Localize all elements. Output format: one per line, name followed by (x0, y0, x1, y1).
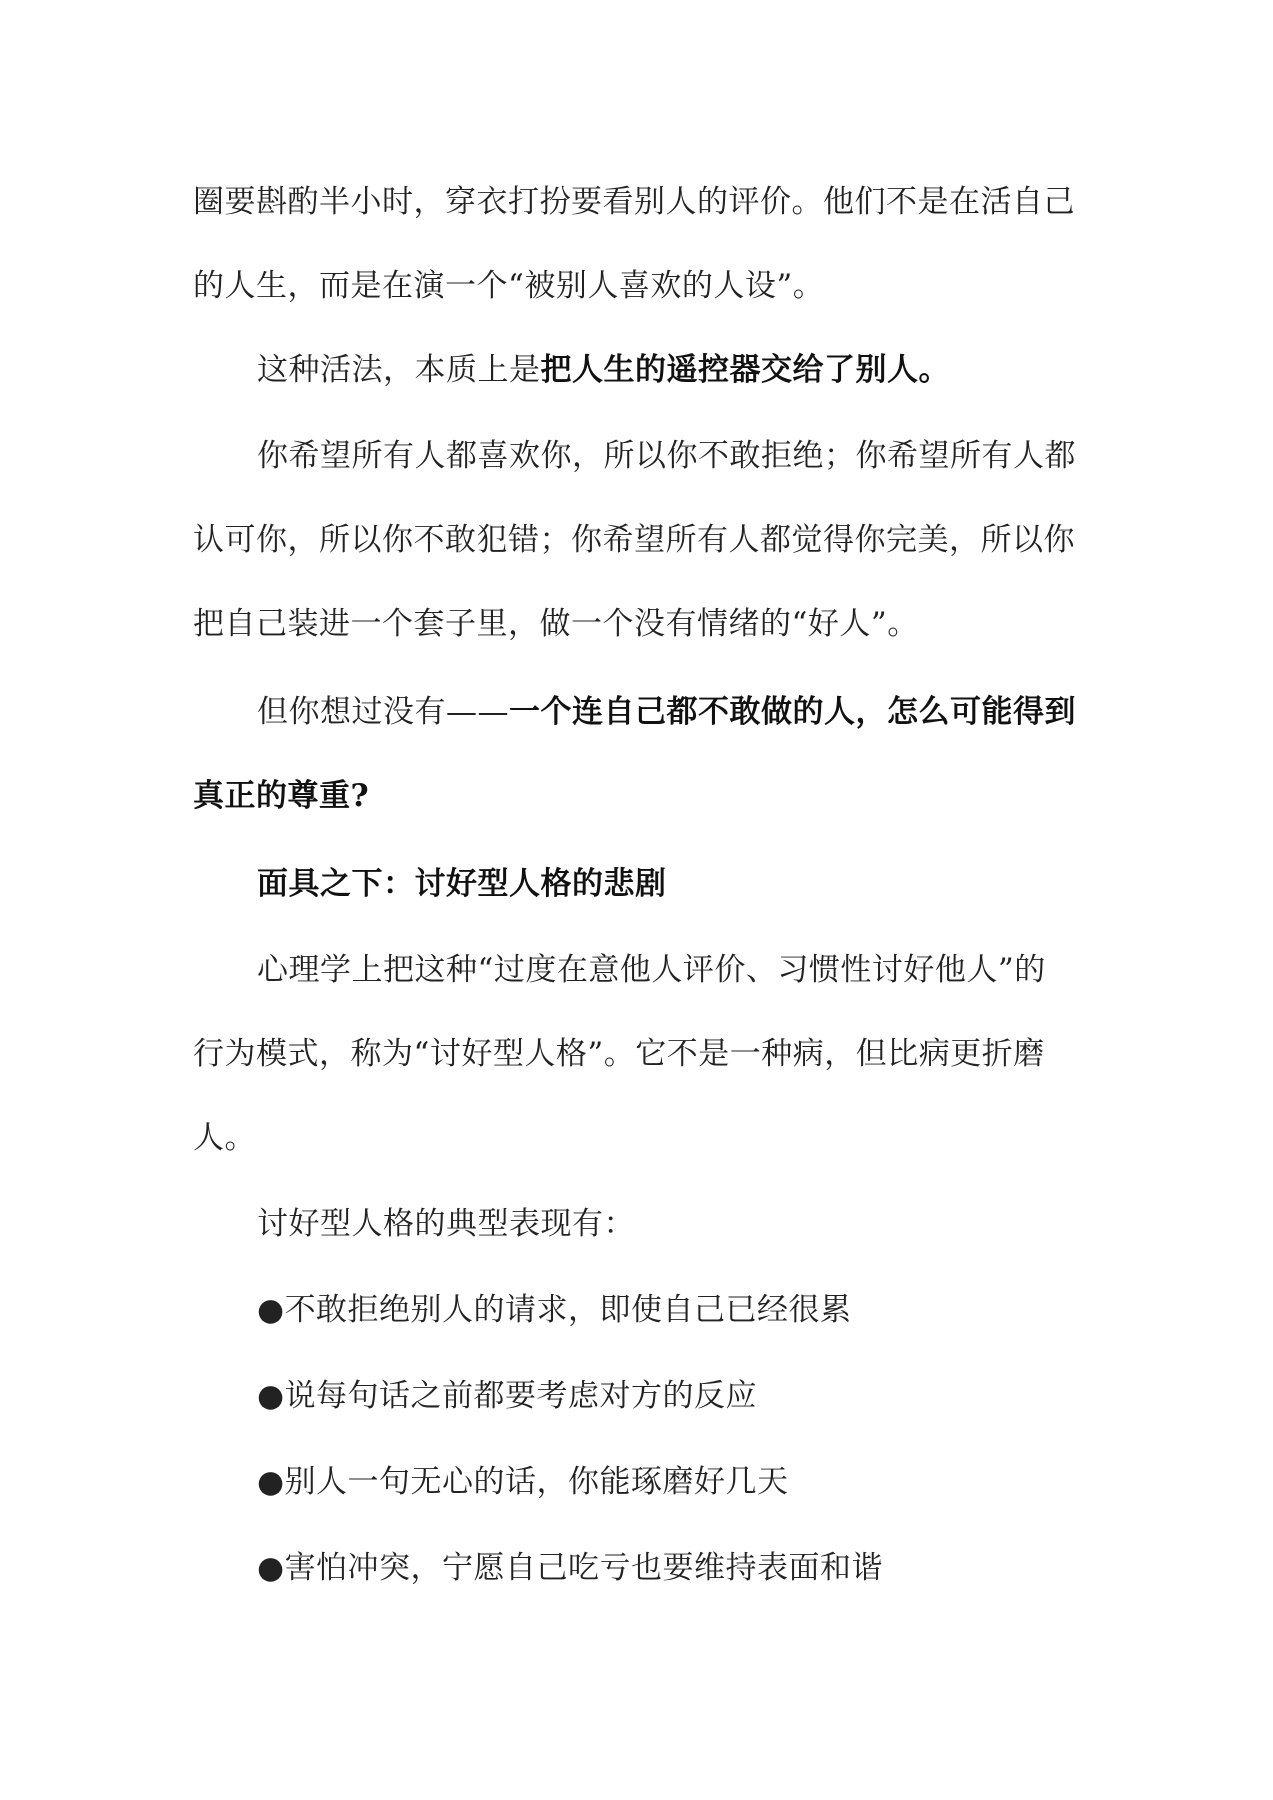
bullet-item (257, 1462, 1157, 1502)
section-heading: 面具之下：讨好型人格的悲剧 (257, 866, 667, 902)
bold-text: 一个连自己都不敢做的人，怎么可能得到 (509, 694, 1076, 730)
bold-text: 把人生的遥控器交给了别人。 (540, 352, 950, 388)
bullet-text: 说每句话之前都要考虑对方的反应 (284, 1378, 758, 1414)
bullet-marker: ● (257, 1550, 285, 1586)
bullet-item (257, 1376, 1157, 1416)
bullet-marker: ● (257, 1378, 285, 1414)
paragraph-line: 认可你，所以你不敢犯错；你希望所有人都觉得你完美，所以你 (193, 522, 1075, 558)
paragraph-line: 把自己装进一个套子里，做一个没有情绪的“好人”。 (193, 606, 919, 642)
paragraph-line: 人。 (193, 1120, 256, 1156)
normal-text: 这种活法，本质上是 (257, 352, 541, 388)
normal-text: 但你想过没有—— (257, 694, 509, 730)
paragraph-line (257, 350, 1157, 390)
bullet-text: 别人一句无心的话，你能琢磨好几天 (284, 1464, 789, 1500)
bullet-item (257, 1290, 1157, 1330)
paragraph-line (257, 692, 1157, 732)
paragraph-line: 心理学上把这种“过度在意他人评价、习惯性讨好他人”的 (257, 952, 1046, 988)
paragraph-line-bold: 真正的尊重? (193, 778, 370, 814)
paragraph-line: 的人生，而是在演一个“被别人喜欢的人设”。 (193, 268, 825, 304)
bullet-marker: ● (257, 1292, 285, 1328)
bullet-text: 害怕冲突，宁愿自己吃亏也要维持表面和谐 (284, 1550, 884, 1586)
bullet-text: 不敢拒绝别人的请求，即使自己已经很累 (284, 1292, 852, 1328)
bullet-marker: ● (257, 1464, 285, 1500)
paragraph-line: 讨好型人格的典型表现有： (257, 1206, 635, 1242)
paragraph-line: 你希望所有人都喜欢你，所以你不敢拒绝；你希望所有人都 (257, 438, 1076, 474)
bullet-item (257, 1548, 1157, 1588)
paragraph-line: 行为模式，称为“讨好型人格”。它不是一种病，但比病更折磨 (193, 1036, 1045, 1072)
paragraph-line: 圈要斟酌半小时，穿衣打扮要看别人的评价。他们不是在活自己 (193, 184, 1075, 220)
